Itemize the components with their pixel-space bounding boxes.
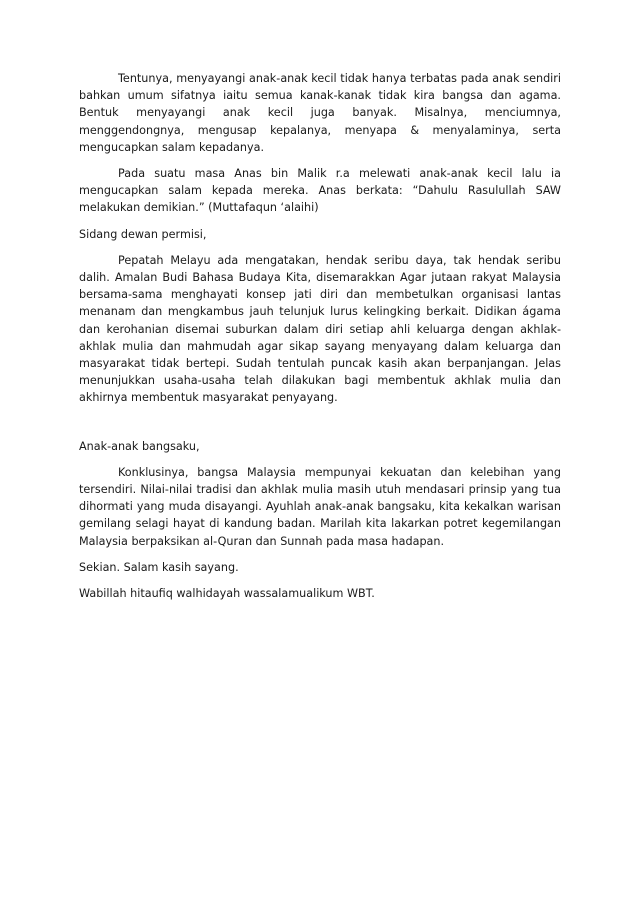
paragraph-3: Pepatah Melayu ada mengatakan, hendak seribu daya, tak hendak seribu dalih. Amalan Budi Bahasa Budaya Kita, disemarakkan Agar jutaan rakyat Malaysia bersama-sama menghayati konsep jati diri dan membetulkan organisasi lantas menanam dan mengkambus jauh telunjuk lurus kelingking berkait. Didikan ágama dan kerohanian disemai suburkan dalam diri setiap ahli keluarga dengan akhlak-akhlak mulia dan mahmudah agar sikap sayang menyayang dalam keluarga dan masyarakat tidak bertepi. Sudah tentulah puncak kasih akan berpanjangan. Jelas menunjukkan usaha-usaha telah dilakukan bagi membentuk akhlak mulia dan akhirnya membentuk masyarakat penyayang.: [79, 253, 561, 405]
paragraph-2: Pada suatu masa Anas bin Malik r.a melewati anak-anak kecil lalu ia mengucapkan salam kepada mereka. Anas berkata: “Dahulu Rasulullah SAW melakukan demikian.” (Muttafaqun ‘alaihi): [79, 167, 561, 215]
closing-line-1: Sekian. Salam kasih sayang.: [79, 560, 239, 574]
closing-line-2: Wabillah hitaufiq walhidayah wassalamualikum WBT.: [79, 587, 375, 601]
greeting-children: Anak-anak bangsaku,: [79, 439, 200, 453]
document-page: [79, 70, 561, 611]
greeting-audience: Sidang dewan permisi,: [79, 227, 207, 241]
paragraph-4: Konklusinya, bangsa Malaysia mempunyai kekuatan dan kelebihan yang tersendiri. Nilai-nilai tradisi dan akhlak mulia masih utuh mendasari prinsip yang tua dihormati yang muda disayangi. Ayuhlah anak-anak bangsaku, kita kekalkan warisan gemilang selagi hayat di kandung badan. Marilah kita lakarkan potret kegemilangan Malaysia berpaksikan al-Quran dan Sunnah pada masa hadapan.: [79, 465, 561, 548]
paragraph-1: Tentunya, menyayangi anak-anak kecil tidak hanya terbatas pada anak sendiri bahkan umum sifatnya iaitu semua kanak-kanak tidak kira bangsa dan agama. Bentuk menyayangi anak kecil juga banyak. Misalnya, menciumnya, menggendongnya, mengusap kepalanya, menyapa & menyalaminya, serta mengucapkan salam kepadanya.: [79, 72, 561, 154]
